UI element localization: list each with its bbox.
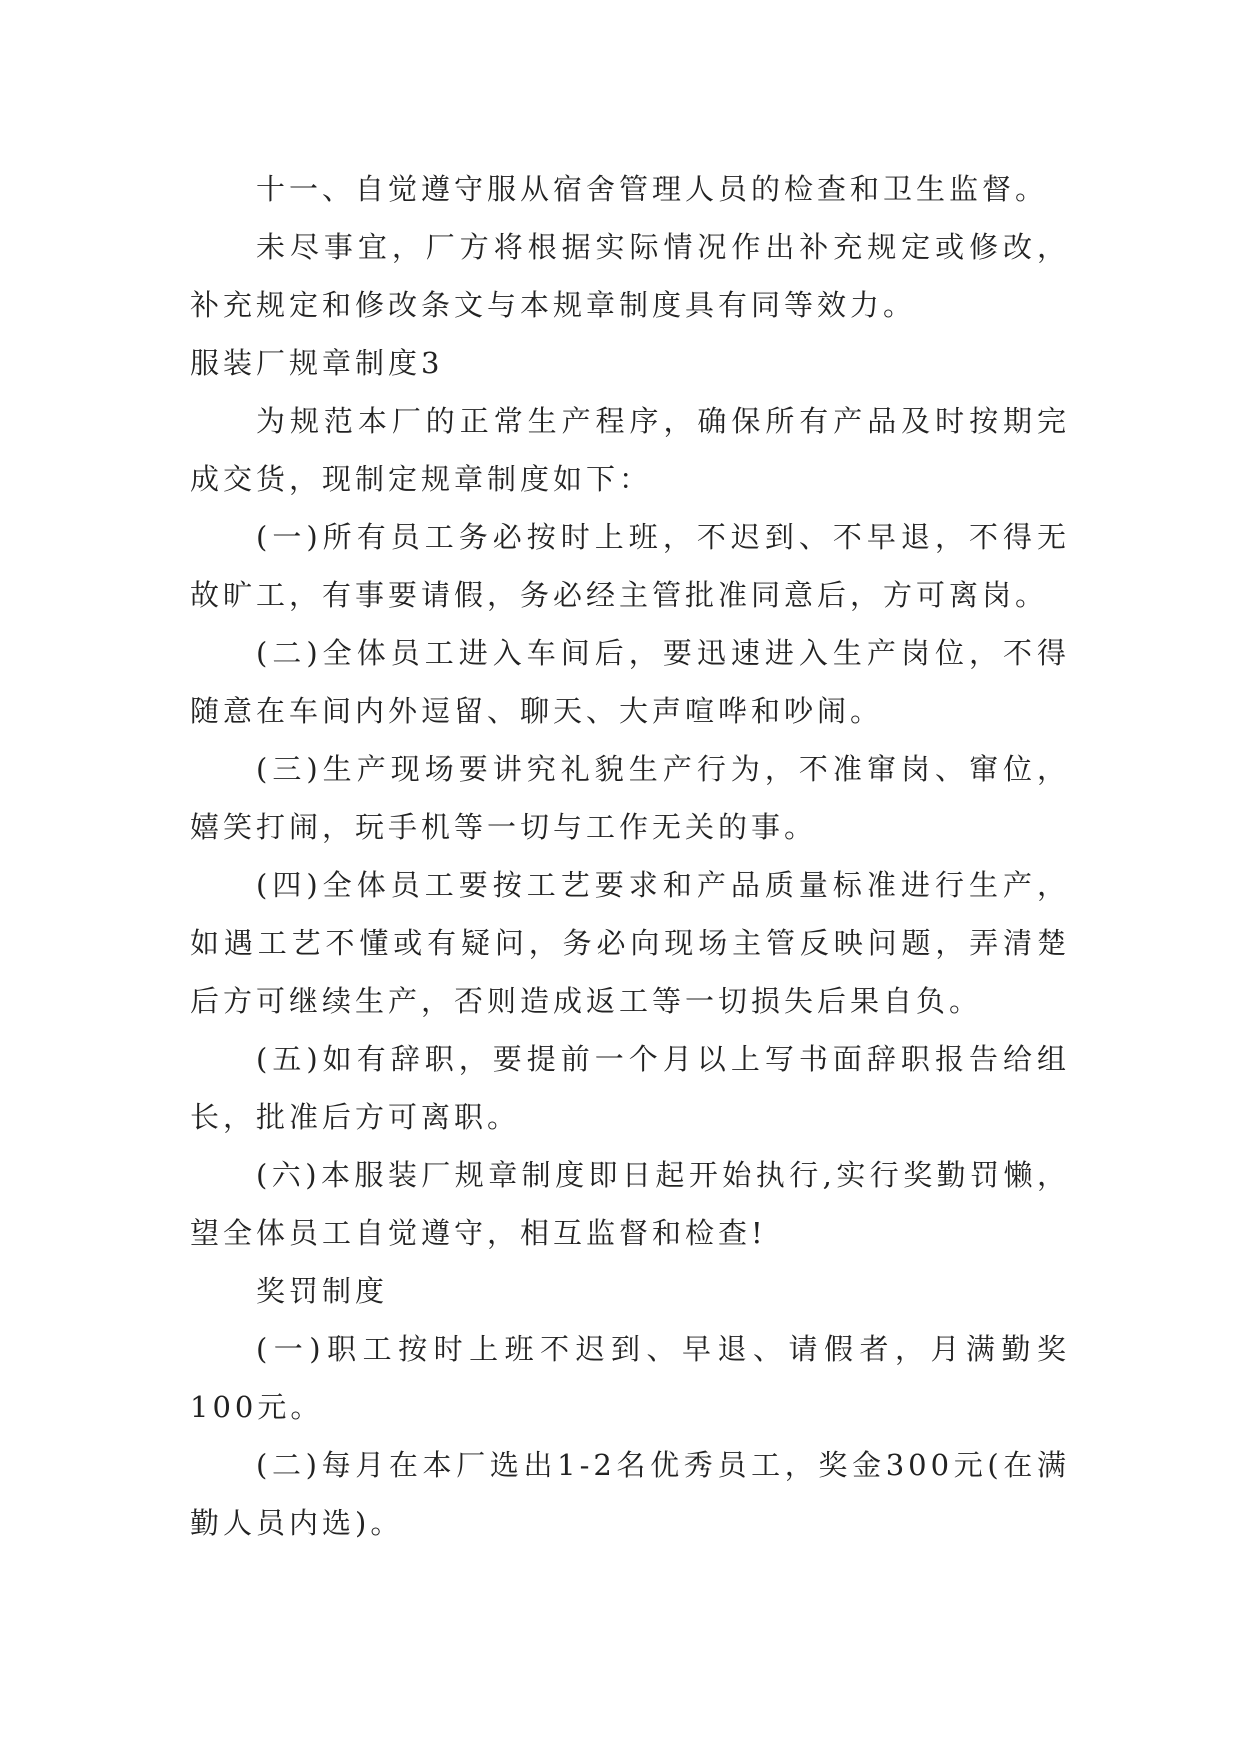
paragraph-dormitory-rule-11: 十一、自觉遵守服从宿舍管理人员的检查和卫生监督。 — [256, 172, 1049, 206]
paragraph-supplementary-provisions: 未尽事宜，厂方将根据实际情况作出补充规定或修改，补充规定和修改条文与本规章制度具有同等效力。 — [190, 230, 1070, 322]
paragraph-reward-2: (二)每月在本厂选出1-2名优秀员工，奖金300元(在满勤人员内选)。 — [190, 1448, 1070, 1540]
document-body — [190, 160, 1070, 1552]
paragraph-rule-4: (四)全体员工要按工艺要求和产品质量标准进行生产，如遇工艺不懂或有疑问，务必向现场主管反映问题，弄清楚后方可继续生产，否则造成返工等一切损失后果自负。 — [190, 868, 1070, 1018]
section-heading: 服装厂规章制度3 — [190, 346, 444, 380]
paragraph-rule-6: (六)本服装厂规章制度即日起开始执行,实行奖勤罚懒，望全体员工自觉遵守，相互监督和检查! — [190, 1158, 1070, 1250]
subheading-rewards-penalties: 奖罚制度 — [256, 1274, 389, 1308]
paragraph-introduction: 为规范本厂的正常生产程序，确保所有产品及时按期完成交货，现制定规章制度如下： — [190, 404, 1070, 496]
paragraph-reward-1: (一)职工按时上班不迟到、早退、请假者，月满勤奖100元。 — [190, 1332, 1070, 1424]
paragraph-rule-1: (一)所有员工务必按时上班，不迟到、不早退，不得无故旷工，有事要请假，务必经主管批准同意后，方可离岗。 — [190, 520, 1070, 612]
paragraph-rule-2: (二)全体员工进入车间后，要迅速进入生产岗位，不得随意在车间内外逗留、聊天、大声喧哗和吵闹。 — [190, 636, 1070, 728]
paragraph-rule-3: (三)生产现场要讲究礼貌生产行为，不准窜岗、窜位，嬉笑打闹，玩手机等一切与工作无关的事。 — [190, 752, 1070, 844]
paragraph-rule-5: (五)如有辞职，要提前一个月以上写书面辞职报告给组长，批准后方可离职。 — [190, 1042, 1070, 1134]
